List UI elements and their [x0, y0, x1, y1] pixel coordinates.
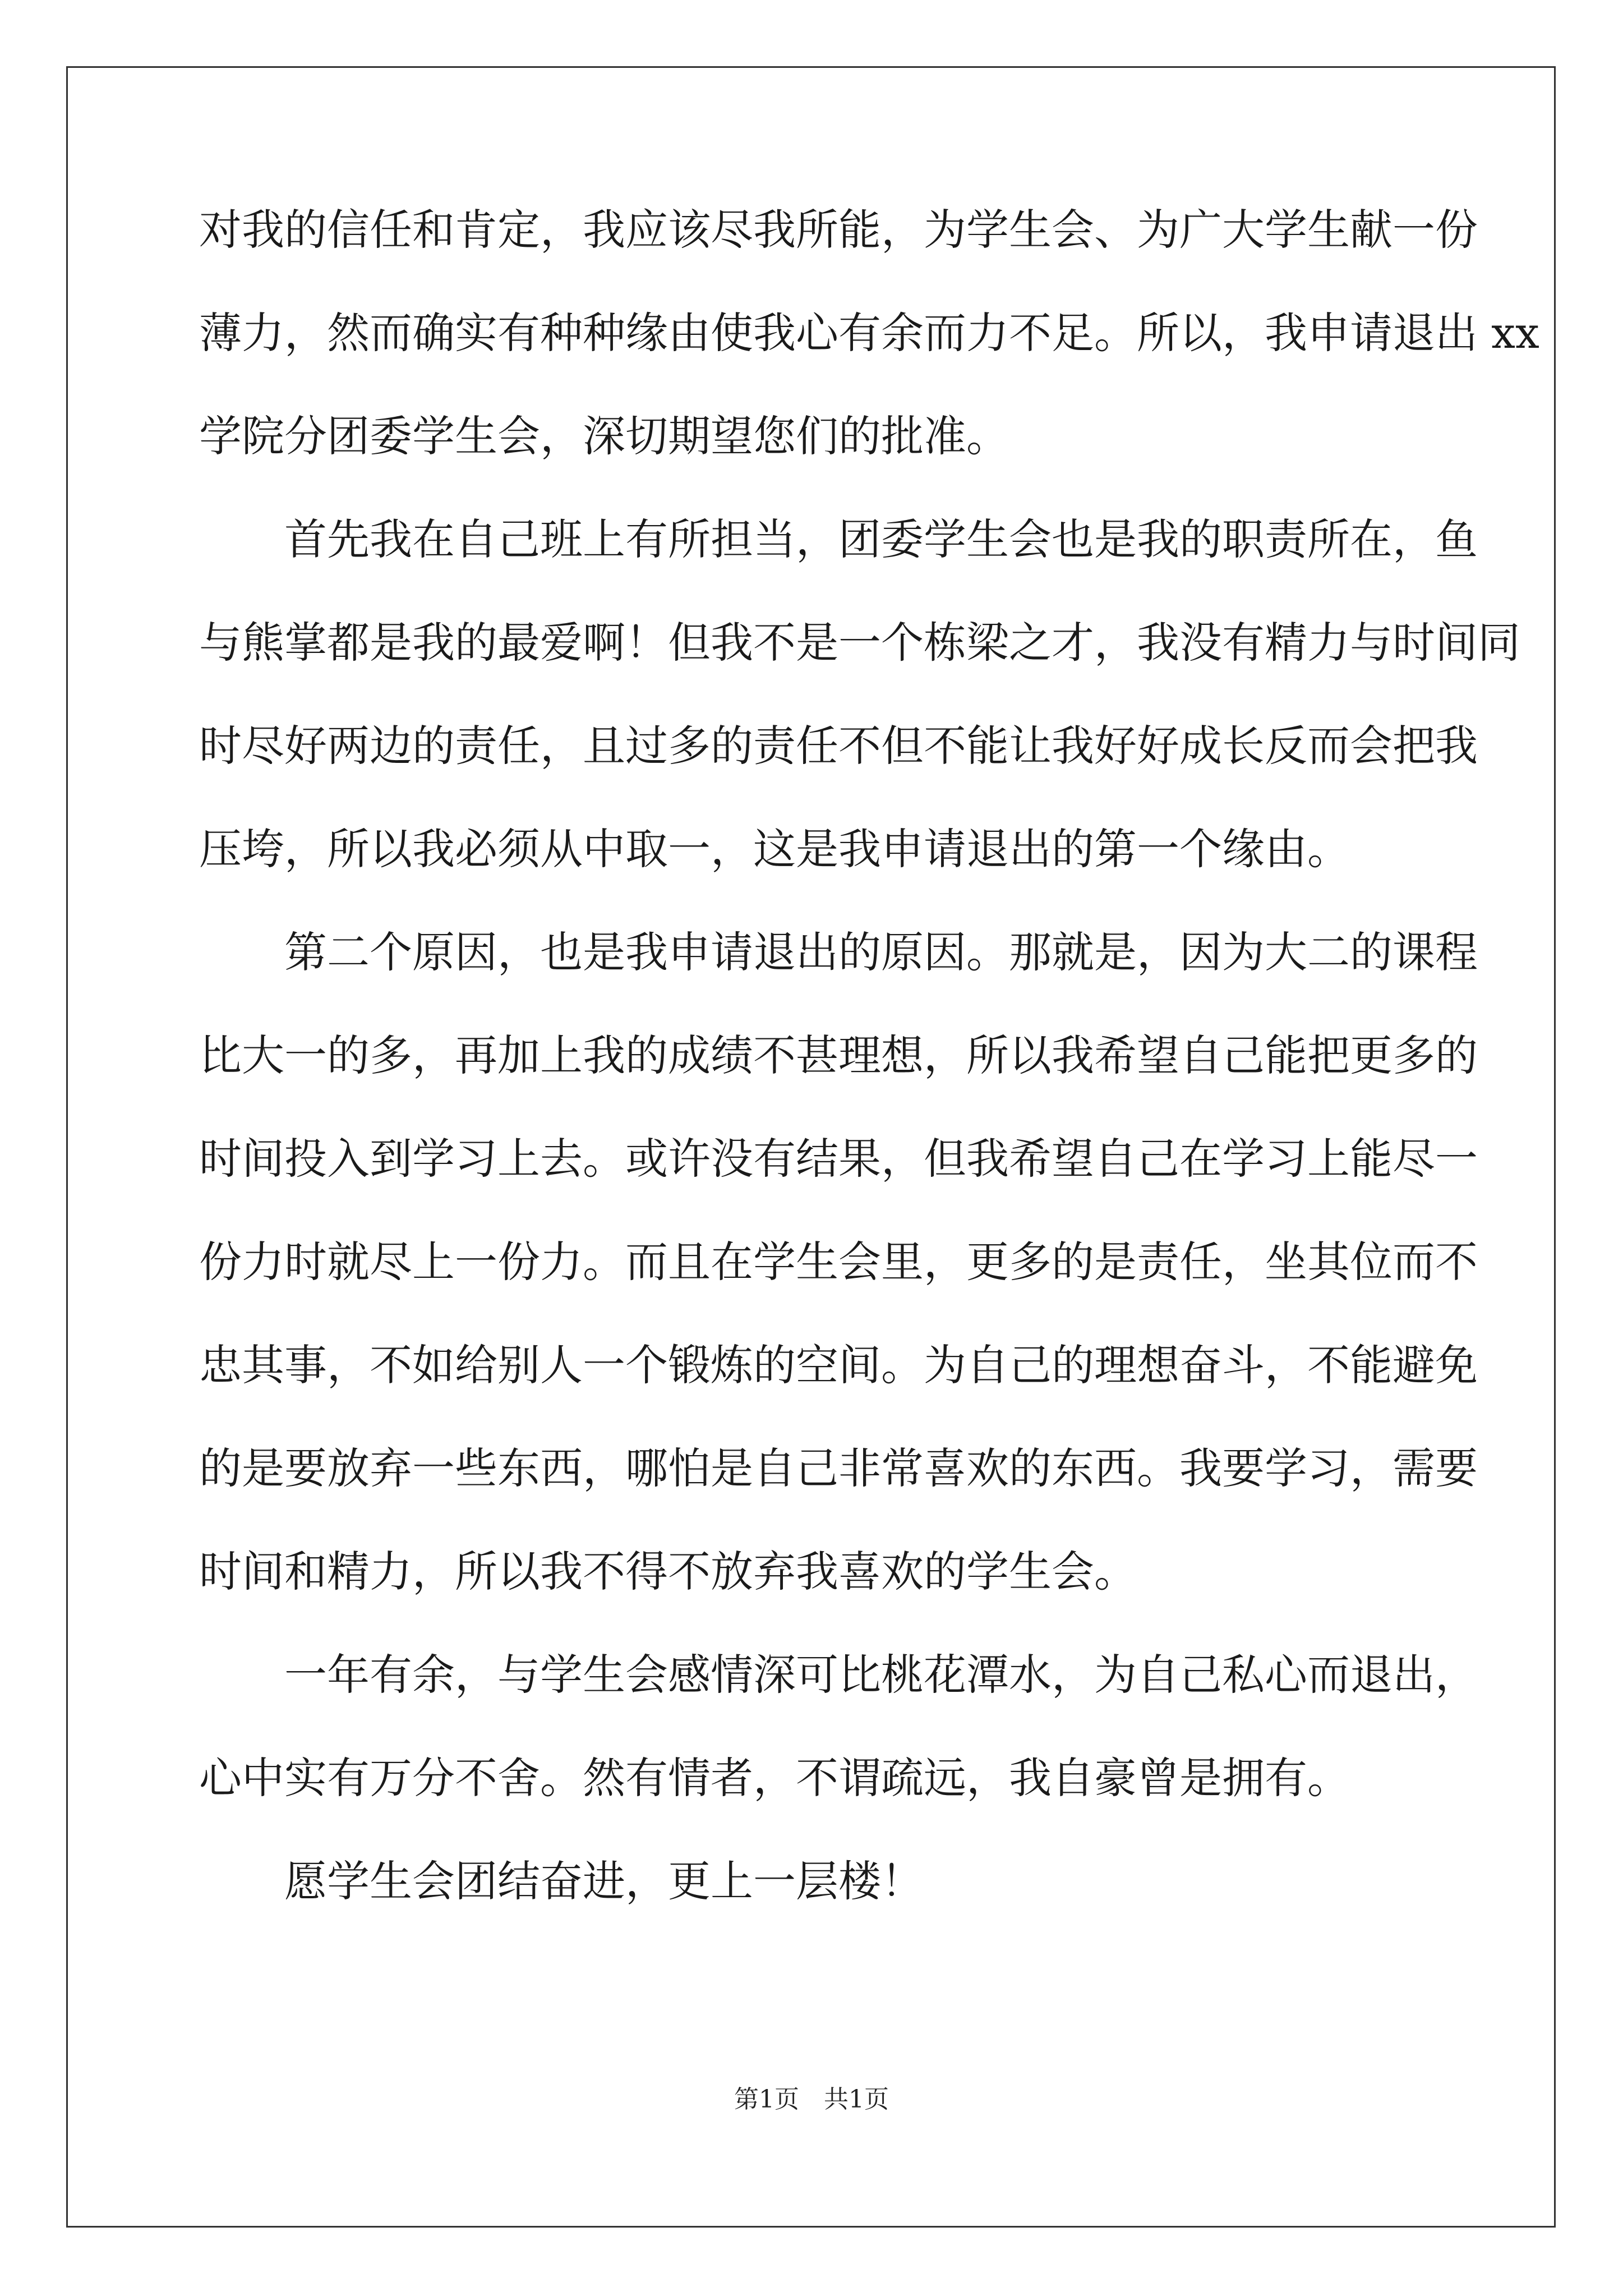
text-line: 愿学生会团结奋进，更上一层楼！ — [284, 1856, 924, 1906]
text-line: 与熊掌都是我的最爱啊！但我不是一个栋梁之才，我没有精力与时间同 — [199, 618, 1520, 668]
text-line: 一年有余，与学生会感情深可比桃花潭水，为自己私心而退出， — [284, 1650, 1478, 1700]
text-line: 时间和精力，所以我不得不放弃我喜欢的学生会。 — [199, 1547, 1137, 1596]
text-line: 忠其事，不如给别人一个锻炼的空间。为自己的理想奋斗，不能避免 — [199, 1340, 1478, 1390]
text-line: 薄力，然而确实有种种缘由使我心有余而力不足。所以，我申请退出 xx — [199, 308, 1539, 358]
text-line: 的是要放弃一些东西，哪怕是自己非常喜欢的东西。我要学习，需要 — [199, 1443, 1478, 1493]
document-body — [199, 205, 1539, 1962]
text-line: 份力时就尽上一份力。而且在学生会里，更多的是责任，坐其位而不 — [199, 1237, 1478, 1287]
text-line: 时尽好两边的责任，且过多的责任不但不能让我好好成长反而会把我 — [199, 721, 1478, 771]
text-line: 第二个原因，也是我申请退出的原因。那就是，因为大二的课程 — [284, 927, 1478, 977]
text-line: 首先我在自己班上有所担当，团委学生会也是我的职责所在，鱼 — [284, 514, 1478, 564]
text-line: 学院分团委学生会，深切期望您们的批准。 — [199, 411, 1009, 461]
text-line: 时间投入到学习上去。或许没有结果，但我希望自己在学习上能尽一 — [199, 1134, 1478, 1184]
text-line: 比大一的多，再加上我的成绩不甚理想，所以我希望自己能把更多的 — [199, 1030, 1478, 1080]
text-line: 对我的信任和肯定，我应该尽我所能，为学生会、为广大学生献一份 — [199, 205, 1478, 255]
text-line: 压垮，所以我必须从中取一，这是我申请退出的第一个缘由。 — [199, 824, 1350, 874]
text-line: 心中实有万分不舍。然有情者，不谓疏远，我自豪曾是拥有。 — [199, 1753, 1350, 1803]
page-number-footer: 第1页 共1页 — [734, 2085, 889, 2114]
